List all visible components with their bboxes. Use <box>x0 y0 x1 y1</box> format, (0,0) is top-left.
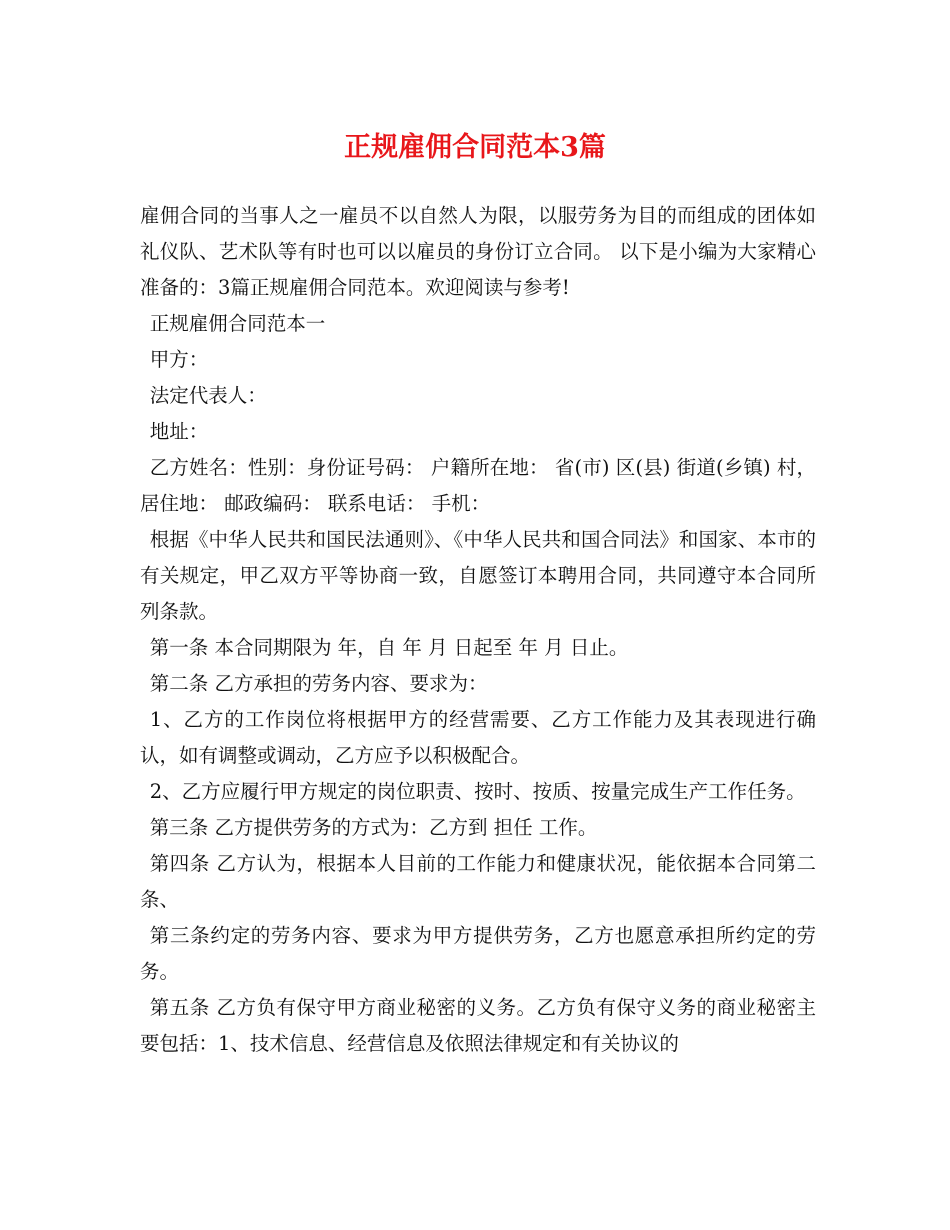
article-four-paragraph: 第四条 乙方认为，根据本人目前的工作能力和健康状况，能依据本合同第二条、 <box>140 852 816 911</box>
legal-representative-line: 法定代表人： <box>149 384 267 407</box>
section-heading-contract-one: 正规雇佣合同范本一 <box>149 312 326 335</box>
legal-basis-paragraph: 根据《中华人民共和国民法通则》、《中华人民共和国合同法》和国家、本市的有关规定，甲乙双方平等协商一致，自愿签订本聘用合同，共同遵守本合同所列条款。 <box>140 528 816 623</box>
party-a-line: 甲方： <box>149 348 209 371</box>
article-two-item-two: 2、乙方应履行甲方规定的岗位职责、按时、按质、按量完成生产工作任务。 <box>149 780 806 803</box>
address-line: 地址： <box>149 420 209 443</box>
party-b-info-paragraph: 乙方姓名：性别：身份证号码： 户籍所在地： 省(市) 区(县) 街道(乡镇) 村， 居住地： 邮政编码： 联系电话： 手机： <box>140 456 816 515</box>
article-three-paragraph: 第三条 乙方提供劳务的方式为：乙方到 担任 工作。 <box>149 816 598 839</box>
article-five-paragraph: 第五条 乙方负有保守甲方商业秘密的义务。乙方负有保守义务的商业秘密主要包括：1、技术信息、经营信息及依照法律规定和有关协议的 <box>140 996 816 1055</box>
article-one-paragraph: 第一条 本合同期限为 年，自 年 月 日起至 年 月 日止。 <box>149 636 629 659</box>
article-two-paragraph: 第二条 乙方承担的劳务内容、要求为： <box>149 672 488 695</box>
document-title: 正规雇佣合同范本3篇 <box>344 132 606 163</box>
article-two-item-one: 1、乙方的工作岗位将根据甲方的经营需要、乙方工作能力及其表现进行确认，如有调整或调动，乙方应予以积极配合。 <box>140 708 816 767</box>
document-body <box>140 198 816 1062</box>
intro-paragraph: 雇佣合同的当事人之一雇员不以自然人为限，以服劳务为目的而组成的团体如礼仪队、艺术队等有时也可以以雇员的身份订立合同。 以下是小编为大家精心准备的：3篇正规雇佣合同范本。欢迎阅读与参考! <box>140 204 816 299</box>
article-four-continued-paragraph: 第三条约定的劳务内容、要求为甲方提供劳务，乙方也愿意承担所约定的劳务。 <box>140 924 816 983</box>
